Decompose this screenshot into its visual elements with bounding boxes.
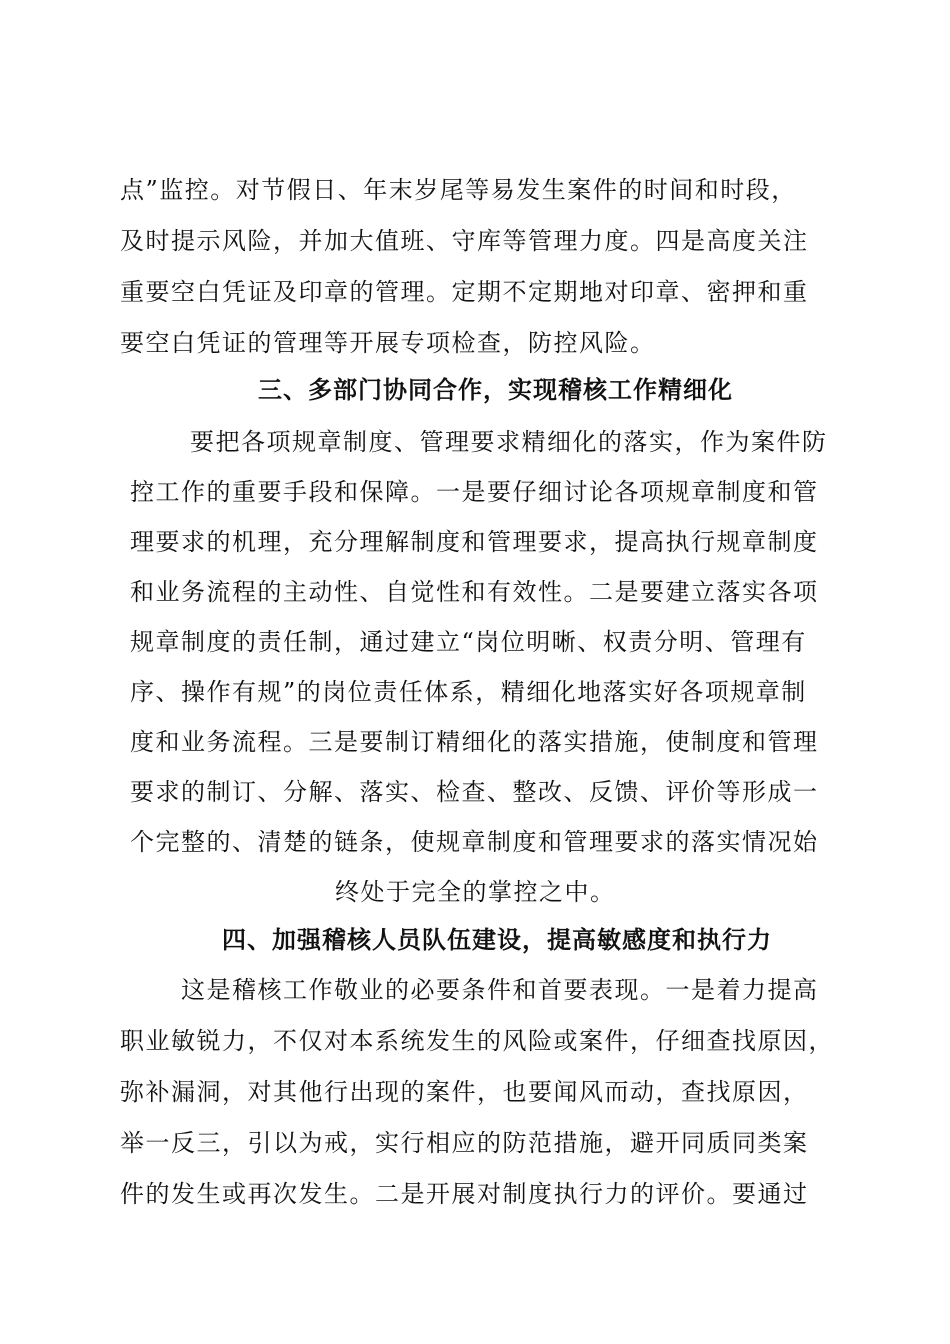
body-line: 度和业务流程。三是要制订精细化的落实措施，使制度和管理 [130, 728, 819, 756]
body-line: 理要求的机理，充分理解制度和管理要求，提高执行规章制度 [130, 528, 819, 556]
body-line: 点”监控。对节假日、年末岁尾等易发生案件的时间和时段， [120, 176, 797, 204]
body-line: 个完整的、清楚的链条，使规章制度和管理要求的落实情况始 [130, 828, 819, 856]
body-line: 要求的制订、分解、落实、检查、整改、反馈、评价等形成一 [130, 778, 819, 806]
body-line: 要空白凭证的管理等开展专项检查，防控风险。 [120, 329, 656, 357]
body-line: 这是稽核工作敬业的必要条件和首要表现。一是着力提高 [181, 976, 819, 1004]
body-line: 和业务流程的主动性、自觉性和有效性。二是要建立落实各项 [130, 578, 819, 606]
body-line: 职业敏锐力，不仅对本系统发生的风险或案件，仔细查找原因， [120, 1027, 834, 1055]
body-line: 件的发生或再次发生。二是开展对制度执行力的评价。要通过 [120, 1180, 809, 1208]
body-line: 序、操作有规”的岗位责任体系，精细化地落实好各项规章制 [130, 678, 807, 706]
body-line: 重要空白凭证及印章的管理。定期不定期地对印章、密押和重 [120, 278, 809, 306]
body-line: 终处于完全的掌控之中。 [335, 878, 616, 906]
section-heading: 三、多部门协同合作，实现稽核工作精细化 [258, 375, 733, 404]
body-line: 举一反三，引以为戒，实行相应的防范措施，避开同质同类案 [120, 1129, 809, 1157]
body-line: 要把各项规章制度、管理要求精细化的落实，作为案件防 [190, 428, 828, 456]
body-line: 及时提示风险，并加大值班、守库等管理力度。四是高度关注 [120, 227, 809, 255]
body-line: 规章制度的责任制，通过建立“岗位明晰、权责分明、管理有 [130, 628, 807, 656]
section-heading: 四、加强稽核人员队伍建设，提高敏感度和执行力 [222, 925, 772, 954]
body-line: 控工作的重要手段和保障。一是要仔细讨论各项规章制度和管 [130, 478, 819, 506]
body-line: 弥补漏洞，对其他行出现的案件，也要闻风而动，查找原因， [120, 1078, 809, 1106]
